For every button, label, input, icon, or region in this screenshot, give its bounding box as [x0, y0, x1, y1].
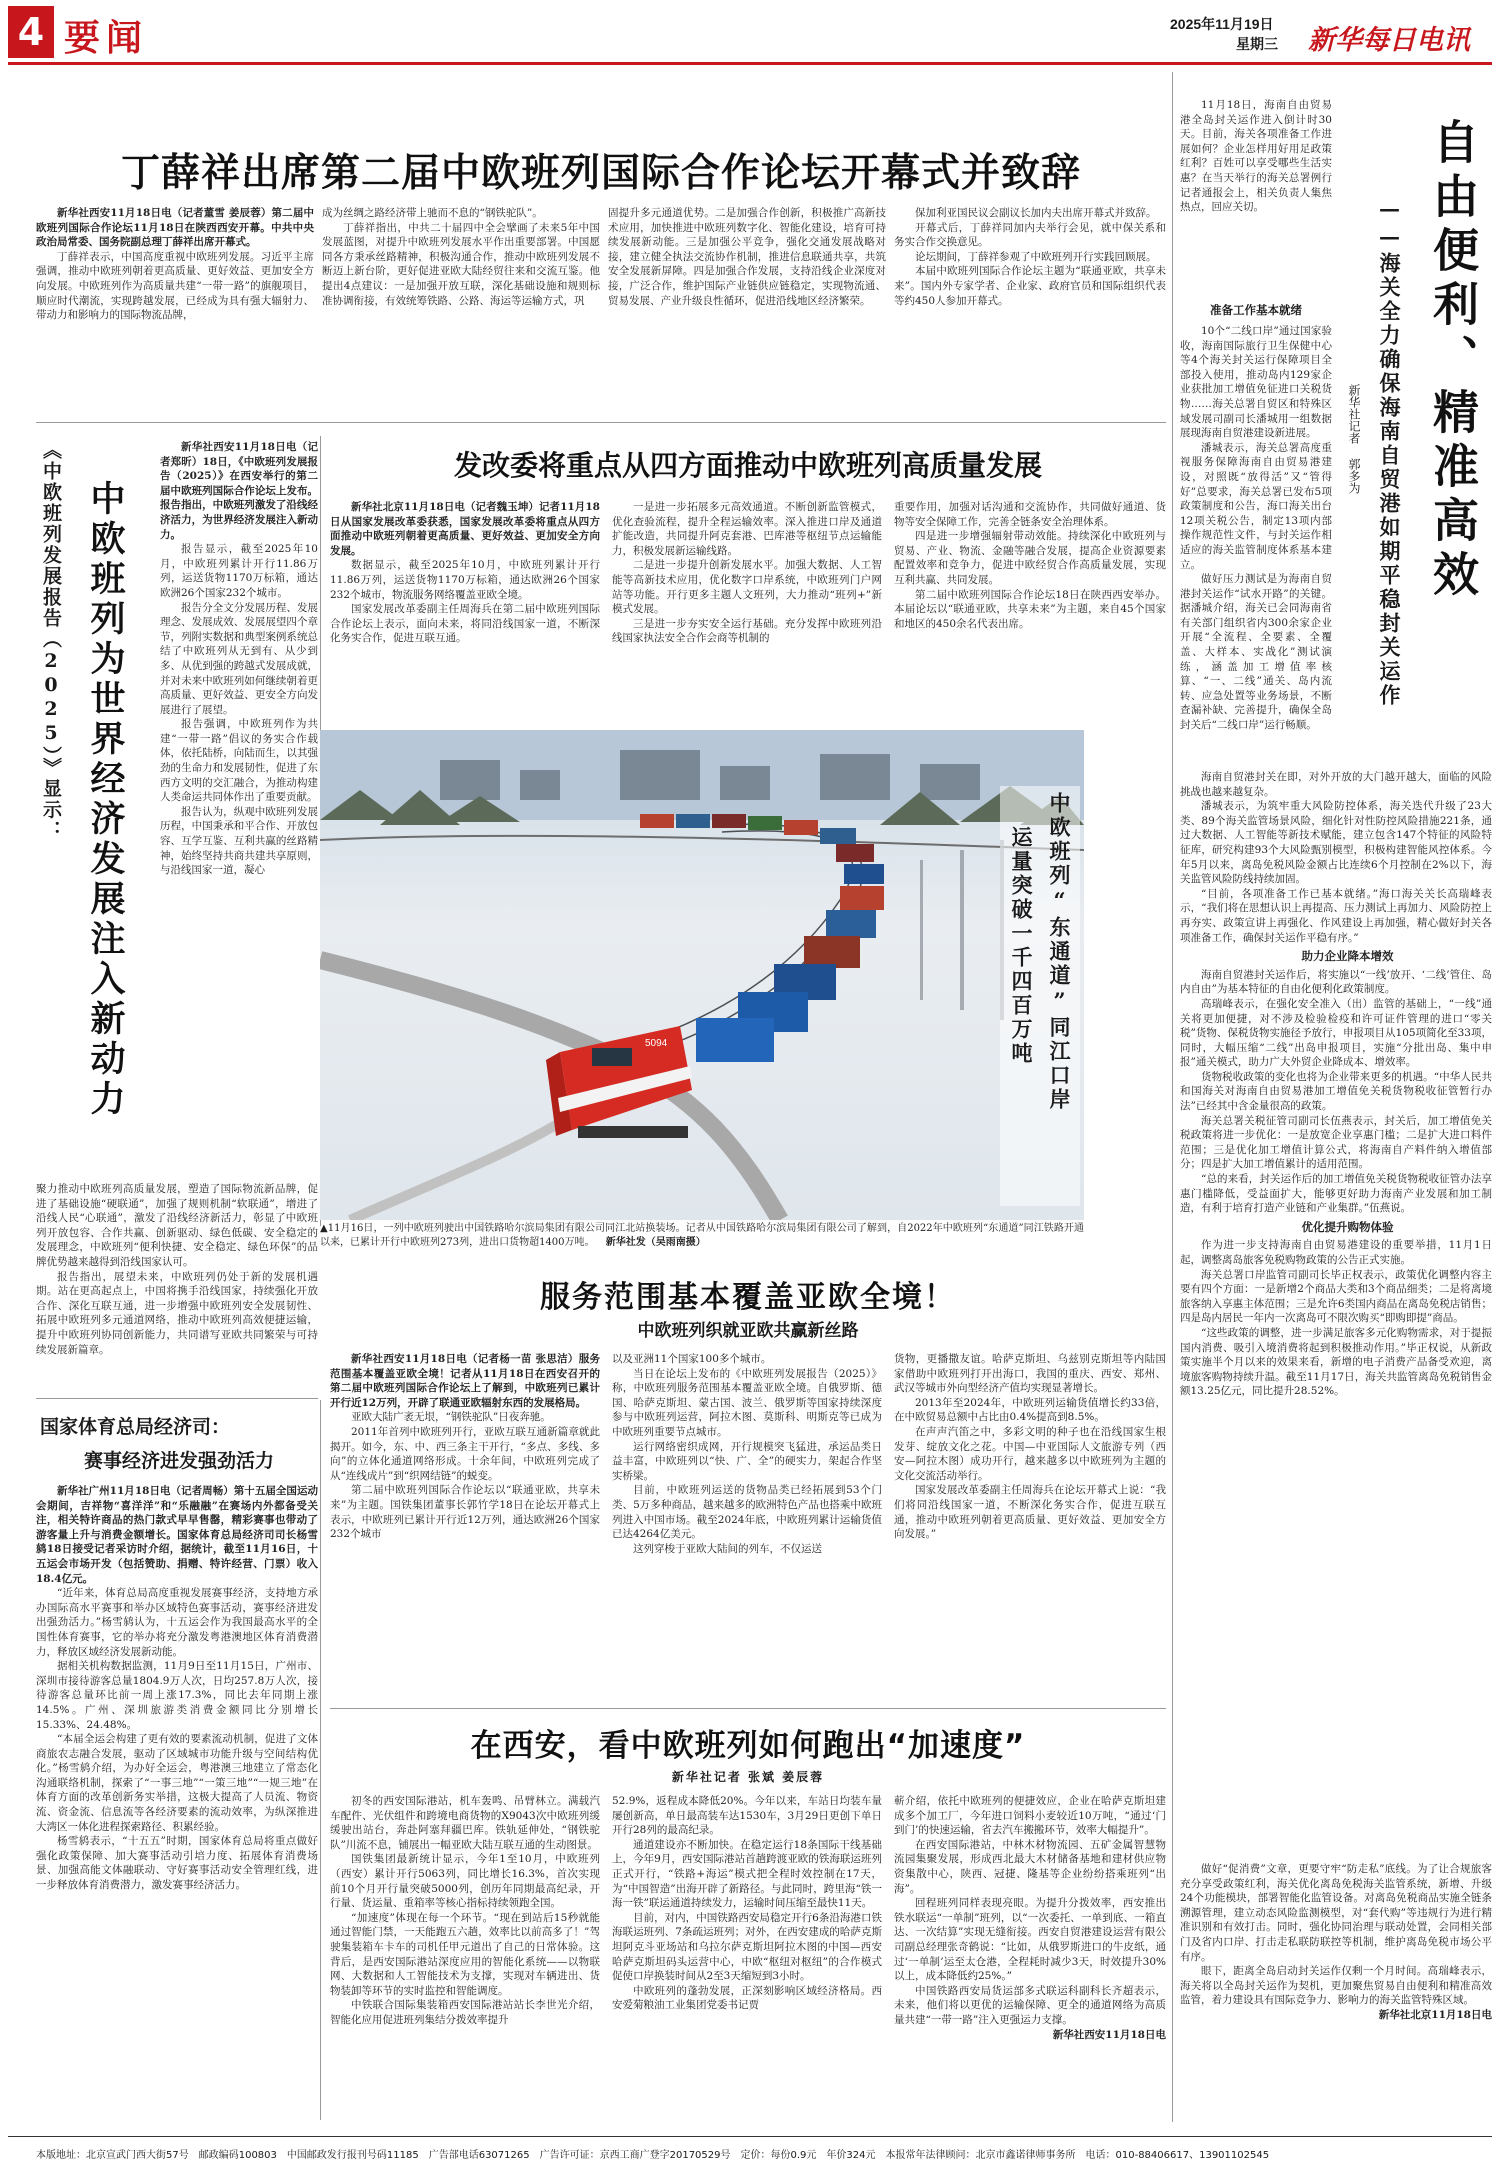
article-7-para: 回程班列同样表现亮眼。为提升分拨效率，西安推出铁水联运“一单制”班列，以“一次委托、一单到底、一箱直达、一次结算”实现无缝衔接。西安自贸港建设运营有限公司副总经理张奇鹤说：“比如，从俄罗斯进口的牛皮纸，通过‘一单制’运至太仓港，全程耗时减少3天，时效提升30%以上，成本降低约25%。”: [894, 1897, 1166, 1983]
article-5-para: 这列穿梭于亚欧大陆间的列车，不仅运送: [633, 1542, 822, 1555]
article-2-title: 中欧班列为世界经济发展注入新动力: [85, 480, 125, 1120]
article-6-body: [36, 1484, 318, 2114]
article-5-para: 国家发展改革委副主任周海兵在论坛开幕式上说：“我们将同沿线国家一道，不断深化务实合作，促进互联互通，推动中欧班列朝着更高质量、更好效益、更加安全方向发展。”: [894, 1484, 1166, 1541]
article-5-para: 当日在论坛上发布的《中欧班列发展报告（2025）》称，中欧班列服务范围基本覆盖亚欧全境。自俄罗斯、德国、哈萨克斯坦、蒙古国、波兰、俄罗斯等国家持续深度参与中欧班列运营，阿拉木图、莫斯科、明斯克等已成为中欧班列重要节点城市。: [612, 1367, 882, 1438]
article-7-para: 目前，对内，中国铁路西安局稳定开行6条沿海港口铁海联运班列、7条疏运班列；对外，在西安建成的哈萨克斯坦阿克斗亚场站和乌拉尔萨克斯坦阿拉木图的中国—西安哈萨克斯坦码头运营中心，中欧“枢纽对枢纽”的合作模式促使口岸换装时间从2至3天缩短到3小时。: [612, 1911, 882, 1983]
article-5-para: 亚欧大陆广袤无垠，“钢铁驼队”日夜奔驰。: [351, 1411, 551, 1424]
article-3-para: 三是进一步夯实安全运行基础。充分发挥中欧班列沿线国家执法安全合作会商等机制的: [612, 617, 882, 645]
article-2-lead: 新华社西安11月18日电（记者郑昕）18日，《中欧班列发展报告（2025）》在西安举行的第二届中欧班列国际合作论坛上发布。报告指出，中欧班列激发了沿线经济活力，为世界经济发展注入新动力。: [160, 441, 318, 541]
article-5-para: 以及亚洲11个国家100多个城市。: [612, 1353, 772, 1365]
article-7-col-3: [894, 1794, 1166, 2118]
article-7-col-1: [330, 1794, 600, 2118]
article-4-para: 海南自贸港封关在即，对外开放的大门越开越大，面临的风险挑战也越来越复杂。: [1180, 771, 1492, 798]
article-5-para: 运行网络密织成网，开行规模突飞猛进，承运品类日益丰富，中欧班列以“快、广、全”的硬实力，架起合作坚实桥梁。: [612, 1440, 882, 1482]
article-5-col-2: [612, 1352, 882, 1702]
article-3-para: 一是进一步拓展多元高效通道。不断创新监管模式，优化查验流程，提升全程运输效率。深入推进口岸及通道扩能改造，共同提升阿克套港、巴库港等枢纽节点运输能力，积极发展新运输线路。: [612, 501, 882, 557]
article-4-para: 潘城表示，为筑牢重大风险防控体系，海关迭代升级了23大类、89个海关监管场景风险，细化针对性防控风险措施221条，通过大数据、人工智能等新技术赋能，建立包含147个特征的风险特征库，研究构建93个大风险甄别模型，积极构建智能风控体系。今年5月以来，离岛免税风险金额占比连续6个月控制在2%以下，海关监管风险防线持续加固。: [1180, 800, 1492, 886]
article-1-col-2: [322, 206, 600, 416]
article-4-para: 高瑞峰表示，在强化安全准入（出）监管的基础上，“一线”通关将更加便捷，对不涉及检验检疫和许可证件管理的进口“零关税”货物、保税货物实施径予放行，申报项目从105项简化至33项，同时，大幅压缩“二线”出岛申报项目，实施“分批出岛、集中申报”通关模式，助力广大外贸企业降成本、增效率。: [1180, 997, 1492, 1069]
article-2-para: 报告分全文分发展历程、发展理念、发展成效、发展展望四个章节，列附实数据和典型案例系统总结了中欧班列从无到有、从少到多、从优到强的跨越式发展成就，并对未来中欧班列如何继续朝着更高质量、更好效益、更安全方向发展进行了展望。: [160, 601, 318, 716]
photo-caption-text: ▲11月16日，一列中欧班列驶出中国铁路哈尔滨局集团有限公司同江北站换装场。记者从中国铁路哈尔滨局集团有限公司了解到，自2022年中欧班列“东通道”同江铁路开通以来，已累计开行中欧班列273列，进出口货物超1400万吨。: [320, 1223, 1084, 1248]
header-rule: [8, 62, 1492, 65]
article-4-para: 海关总署口岸监管司副司长毕正权表示，政策优化调整内容主要有四个方面：一是新增2个商品大类和3个商品细类；二是将离境旅客纳入享惠主体范围；三是允许6类国内商品在离岛免税店销售；四是岛内居民一年内一次离岛可不限次购买“即购即提”商品。: [1180, 1268, 1492, 1325]
article-5-subtitle: 中欧班列织就亚欧共赢新丝路: [637, 1321, 859, 1341]
article-4-para: 眼下，距离全岛启动封关运作仅剩一个月时间。高瑞峰表示，海关将以全岛封关运作为契机，更加聚焦贸易自由便利和精准高效监管，着力建设具有国际竞争力、影响力的海关监管特殊区域。: [1180, 1965, 1492, 2007]
article-5-para: 在声声汽笛之中，多彩文明的种子也在沿线国家生根发芽、绽放文化之花。中国—中亚国际人文旅游专列（西安—阿拉木图）成功开行，越来越多以中欧班列为主题的文化交流活动举行。: [894, 1425, 1166, 1482]
divider: [320, 1400, 321, 2120]
article-1-lead: 新华社西安11月18日电（记者董雪 姜辰蓉）第二届中欧班列国际合作论坛11月18日在陕西西安开幕。中共中央政治局常委、国务院副总理丁薛祥出席开幕式。: [36, 207, 314, 249]
article-1-para: 论坛期间，丁薛祥参观了中欧班列开行实践回顾展。: [915, 250, 1157, 263]
locomotive-number: 5094: [645, 1038, 668, 1049]
article-2-col-2: [36, 1182, 318, 1390]
photo-side-title-1: 中欧班列“东通道”同江口岸: [1047, 792, 1072, 1112]
article-1-para: 开幕式后，丁薛祥同加内夫举行会见，就中保关系和务实合作交换意见。: [894, 221, 1166, 249]
article-4-para: “这些政策的调整，进一步满足旅客多元化购物需求，对于提振国内消费、吸引入境消费将起到积极推动作用。”毕正权说，从新政策实施半个月以来的效果来看，新增的电子消费产品备受欢迎，离境旅客购物持续升温。截至11月17日，海关共监管离岛免税销售金额13.25亿元，同比提升28.52%。: [1180, 1326, 1492, 1398]
article-7-para: 蕲介绍，依托中欧班列的便捷效应，企业在哈萨克斯坦建成多个加工厂，今年进口饲料小麦较近10万吨，“通过‘门到门’的快速运输，省去汽车搬搬环节，效率大幅提升”。: [894, 1795, 1166, 1837]
article-4-para: 10个“二线口岸”通过国家验收，海南国际旅行卫生保健中心等4个海关封关运行保障项目全部投入使用，推动岛内129家企业获批加工增值免征进口关税货物……海关总署自贸区和特殊区域发展司副司长潘城用一组数据展现海南自贸港建设新进展。: [1180, 325, 1332, 440]
footer-rule: [8, 2136, 1492, 2137]
article-5-para: 目前，中欧班列运送的货物品类已经拓展到53个门类、5万多种商品，越来越多的欧洲特色产品也搭乘中欧班列进入中国市场。截至2024年底，中欧班列累计运输货值已达4264亿美元。: [612, 1484, 882, 1541]
article-4-byline: 新华社记者 郭多为: [1347, 384, 1361, 494]
article-4-heading-2: 助力企业降本增效: [1301, 949, 1394, 964]
photo-credit: 新华社发（吴雨南摄）: [605, 1237, 706, 1248]
article-1-para: 丁薛祥表示，中国高度重视中欧班列发展。习近平主席强调，推动中欧班列朝着更高质量、更好效益、更加安全方向发展。中欧班列作为高质量共建“一带一路”的旗舰项目，顺应时代潮流，实现跨越发展，已经成为具有强大辐射力、带动力和影响力的国际物流品牌，: [36, 250, 314, 322]
article-7-para: 国铁集团最新统计显示，今年1至10月，中欧班列（西安）累计开行5063列，同比增长16.3%，首次实现前10个月开行量突破5000列，创历年同期最高纪录，开行量、货运量、重箱率等核心指标持续领跑全国。: [330, 1853, 600, 1910]
brand-logo: 新华每日电讯: [1308, 25, 1470, 56]
article-4-para: 11月18日，海南自由贸易港全岛封关运作进入倒计时30天。目前，海关各项准备工作进展如何？企业怎样用好用足政策红利？百姓可以享受哪些生活实惠？在当天举行的海关总署例行记者通报会上，相关负责人集焦热点，回应关切。: [1180, 99, 1332, 214]
article-4-subtitle: ——海关全力确保海南自贸港如期平稳封关运作: [1377, 196, 1402, 708]
article-7-title: 在西安，看中欧班列如何跑出“加速度”: [470, 1728, 1026, 1764]
article-7-para: 中铁联合国际集装箱西安国际港站站长李世光介绍，智能化应用促进班列集结分拨效率提升: [330, 1999, 600, 2026]
article-5-para: 第二届中欧班列国际合作论坛以“联通亚欧，共享未来”为主题。国铁集团董事长郭竹学18日在论坛开幕式上表示，中欧班列已累计开行近12万列，通达欧洲26个国家232个城市: [330, 1484, 600, 1541]
article-4-para: 做好“促消费”文章，更要守牢“防走私”底线。为了让合规旅客充分享受政策红利，海关优化离岛免税海关监管系统，新增、升级24个功能模块，部署智能化监管设备。对离岛免税商品实施全链条溯源管理，建立动态风险监测模型，对“套代购”等违规行为进行精准识别和有效打击。同时，强化协同治理与联动处置，会同相关部门及省内口岸、打击走私联防联控等机制，维护离岛免税市场公平有序。: [1180, 1863, 1492, 1963]
article-7-para: 在西安国际港站，中林木材物流园、五矿金属智慧物流园集聚发展，形成西北最大木材储备基地和建材供应物资集散中心，陕西、冠捷、隆基等企业纷纷搭乘班列“出海”。: [894, 1838, 1166, 1895]
article-7-byline: 新华社记者 张斌 姜辰蓉: [671, 1770, 825, 1784]
article-4-col-3: [1180, 1862, 1492, 2118]
article-3-lead: 新华社北京11月18日电（记者魏玉坤）记者11月18日从国家发展改革委获悉，国家发展改革委将重点从四方面推动中欧班列朝着更高质量、更好效益、更加安全方向发展。: [330, 501, 600, 557]
article-2-para: 报告显示，截至2025年10月，中欧班列累计开行11.86万列，运送货物1170万标箱，通达欧洲26个国家232个城市。: [160, 543, 318, 599]
photo-side-title-2: 运量突破一千四百万吨: [1009, 826, 1034, 1066]
photo-side-title: [1000, 786, 1080, 1206]
article-4-para: 做好压力测试是为海南自贸港封关运作“试水开路”的关键。据潘城介绍，海关已会同海南省有关部门组织省内300余家企业开展“全流程、全要素、全覆盖、大样本、实战化”测试演练，涵盖加工增值率核算、“一、二线”通关、岛内流转、应急处置等业务场景，不断查漏补缺、完善提升，确保全岛封关后“二线口岸”运行畅顺。: [1180, 573, 1332, 732]
article-7-para: 中国铁路西安局货运部多式联运科副科长齐超表示，未来，他们将以更优的运输保障、更全的通道网络为高质量共建“一带一路”注入更强运力支撑。: [894, 1984, 1166, 2026]
article-4-col-2: [1180, 770, 1492, 1862]
article-4-sign: 新华社北京11月18日电: [1378, 2008, 1492, 2021]
article-7-col-2: [612, 1794, 882, 2118]
article-2-para: 报告强调，中欧班列作为共建“一带一路”倡议的务实合作载体，依托陆桥，向陆而生，以其强劲的生命力和发展韧性，促进了东西方文明的交汇融合，为推动构建人类命运共同体作出了重要贡献。: [160, 718, 318, 804]
article-3-col-2: [612, 500, 882, 720]
header: [8, 6, 1492, 60]
article-1-para: 保加利亚国民议会副议长加内夫出席开幕式并致辞。: [915, 207, 1157, 219]
section-name: 要闻: [64, 18, 149, 59]
article-1-para: 成为丝绸之路经济带上驰而不息的“钢铁驼队”。: [322, 207, 543, 219]
article-4-para: “目前，各项准备工作已基本就绪。”海口海关关长高瑞峰表示，“我们将在思想认识上再提高、压力测试上再加力、风险防控上再夯实、政策宣讲上再强化、作风建设上再加强，精心做好封关各项准备工作，确保封关运作平稳有序。”: [1180, 887, 1492, 944]
page-number: 4: [8, 6, 54, 58]
article-4-para: 作为进一步支持海南自由贸易港建设的重要举措，11月1日起，调整离岛旅客免税购物政策的公告正式实施。: [1180, 1239, 1492, 1266]
train-photo-graphic: [320, 730, 1084, 1220]
article-3-para: 国家发展改革委副主任周海兵在第二届中欧班列国际合作论坛上表示，面向未来，将同沿线国家一道，不断深化务实合作，促进互联互通。: [330, 603, 600, 645]
article-4-heading-1: 准备工作基本就绪: [1210, 303, 1302, 317]
article-4-para: 潘城表示，海关总署高度重视服务保障海南自由贸易港建设，对照既“放得活”又“管得好”总要求，海关总署已发布5项政策制度和公告，海口海关出台12项关税公告，制定13项内部操作规范性文件，与封关运作相适应的海关监管制度体系基本建立。: [1180, 441, 1332, 571]
divider: [36, 422, 1166, 423]
article-1-col-4: [894, 206, 1166, 416]
article-3-para: 数据显示，截至2025年10月，中欧班列累计开行11.86万列，运送货物1170万标箱，通达欧洲26个国家232个城市，物流服务网络覆盖亚欧全境。: [330, 559, 600, 601]
article-1-para: 丁薛祥指出，中共二十届四中全会擘画了未来5年中国发展蓝图，对提升中欧班列发展水平作出重要部署。中国愿同各方秉承丝路精神，积极沟通合作，推动中欧班列发展不断迈上新台阶，更好促进亚欧大陆经贸往来和交流互鉴。他提出4点建议：一是加强开放互联，深化基础设施和规则标准协调衔接，有效统筹铁路、公路、海运等运输方式，巩: [322, 221, 600, 307]
article-2-para: 聚力推动中欧班列高质量发展，塑造了国际物流新品牌，促进了基础设施“硬联通”，加强了规则机制“软联通”，增进了沿线人民“心联通”，激发了沿线经济新活力，彰显了中欧班列开放包容、合作共赢、创新驱动、绿色低碳、安全稳定的发展理念，中欧班列“便利快捷、安全稳定、绿色环保”的品牌优势越来越得到沿线国家认可。: [36, 1183, 318, 1268]
divider: [1172, 72, 1173, 2122]
article-7-para: 中欧班列的蓬勃发展，正深刻影响区域经济格局。西安爱菊粮油工业集团党委书记贾: [612, 1984, 882, 2012]
divider: [36, 1398, 318, 1399]
photo-caption: [320, 1222, 1084, 1266]
article-6-para: “本届全运会构建了更有效的要素流动机制，促进了文体商旅农志融合发展，驱动了区域城市功能升级与空间结构优化。”杨雪鸫介绍，为办好全运会，粤港澳三地建立了常态化沟通联络机制，探索了“一事三地”“一策三地”“一规三地”在体育方面的改革创新务实举措，这极大提高了人员流、物资流、资金流、信息流等各经济要素的流动效率，为纵深推进大湾区一体化进程探索路径、积累经验。: [36, 1733, 318, 1833]
article-4-para: 海关总署关税征管司副司长伍燕表示，封关后，加工增值免关税政策将进一步优化：一是放宽企业享惠门槛；二是扩大进口料件范围；三是优化加工增值计算公式，将海南自产料件纳入增值部分；四是扩大加工增值累计的适用范围。: [1180, 1114, 1492, 1171]
issue-date: 2025年11月19日: [1170, 16, 1274, 32]
article-4-para: 海南自贸港封关运作后，将实施以“一线’放开、‘二线’管住、岛内自由”为基本特征的自由化便利化政策制度。: [1180, 968, 1492, 996]
article-5-col-1: [330, 1352, 600, 1702]
footer-info: 本版地址：北京宣武门西大街57号 邮政编码100803 中国邮政发行报刊号码11185 广告部电话63071265 广告许可证：京西工商广登字20170529号 定价：每份0.9元 年价324元 本报常年法律顾问：北京市鑫诺律师事务所 电话：010-88406617、13901102545: [36, 2150, 1270, 2161]
article-6-lead: 新华社广州11月18日电（记者周畅）第十五届全国运动会期间，吉祥物“喜洋洋”和“乐融融”在赛场内外都备受关注，相关特许商品的热门款式早早售罄，精彩赛事也带动了游客量上升与消费金额增长。国家体育总局经济司司长杨雪鸫18日接受记者采访时介绍，据统计，截至11月16日，十五运会市场开发（包括赞助、捐赠、特许经营、门票）收入18.4亿元。: [36, 1485, 318, 1585]
article-3-col-3: [894, 500, 1166, 720]
article-3-para: 四是进一步增强辐射带动效能。持续深化中欧班列与贸易、产业、物流、金融等融合发展，提高企业资源要素配置效率和竞争力，促进中欧经贸合作高质量发展，实现互利共赢、共同发展。: [894, 530, 1166, 586]
article-1-col-3: [608, 206, 886, 416]
article-7-para: 初冬的西安国际港站，机车轰鸣、吊臂林立。满载汽车配件、光伏组件和跨境电商货物的X9043次中欧班列缓缓驶出站台，奔赴阿塞拜疆巴库。铁轨延伸处，“钢铁驼队”川流不息，铺展出一幅亚欧大陆互联互通的生动图景。: [330, 1795, 600, 1851]
article-3-para: 重要作用，加强对话沟通和交流协作，共同做好通道、货物等安全保障工作，完善全链条安全治理体系。: [894, 501, 1166, 528]
article-7-para: 通道建设亦不断加快。在稳定运行18条国际干线基础上，今年9月，西安国际港站首趟跨渡亚欧的铁海联运班列正式开行，“铁路+海运”模式把全程时效控制在17天，为“中国智造”出海开辟了新路径。与此同时，跨里海“铁一海一铁”联运通道持续发力，运输时间压缩至最快11天。: [612, 1838, 882, 1910]
article-2-para: 报告指出，展望未来，中欧班列仍处于新的发展机遇期。站在更高起点上，中国将携手沿线国家，持续强化开放合作、深化互联互通，进一步增强中欧班列安全发展韧性、拓展中欧班列多元通道网络，推动中欧班列高效便捷运输，提升中欧班列协同创新能力，共同谱写亚欧共同繁荣与可持续发展新篇章。: [36, 1270, 318, 1356]
article-1-para: 本届中欧班列国际合作论坛主题为“联通亚欧，共享未来”。国内外专家学者、企业家、政府官员和国际组织代表等约450人参加开幕式。: [894, 265, 1166, 307]
article-4-para: 货物税收政策的变化也将为企业带来更多的机遇。“中华人民共和国海关对海南自由贸易港加工增值免关税货物税收征管暂行办法”已经其中含金量很高的政策。: [1180, 1070, 1492, 1113]
article-7-sign: 新华社西安11月18日电: [1052, 2028, 1166, 2041]
article-2-para: 报告认为，纵观中欧班列发展历程，中国秉承和平合作、开放包容、互学互鉴、互利共赢的丝路精神，始终坚持共商共建共享原则，与沿线国家一道，凝心: [160, 805, 318, 877]
article-7-para: 52.9%，返程成本降低20%。今年以来，车站日均装车量屡创新高，单日最高装车达1530车，3月29日更创下单日开行28列的最高纪录。: [612, 1795, 882, 1837]
article-2-sideline: 《中欧班列发展报告（2025）》显示：: [40, 440, 62, 842]
article-6-title: 赛事经济进发强劲活力: [83, 1450, 274, 1472]
article-1-para: 固提升多元通道优势。二是加强合作创新，积极推广高新技术应用，加快推进中欧班列数字化、智能化建设，培育可持续发展新动能。三是加强公平竞争，强化交通发展战略对接，建立健全执法交流协作机制，推进信息联通共享，共筑安全发展新屏障。四是加强合作发展，支持沿线企业深度对接，广泛合作，维护国际产业链供应链稳定，实现物流通、贸易发展、产业升级良性循环，促进沿线地区经济繁荣。: [608, 207, 886, 307]
issue-weekday: 星期三: [1236, 36, 1278, 52]
article-6-para: 杨雪鸫表示，“十五五”时期，国家体育总局将重点做好强化政策保障、加大赛事活动引培力度、拓展体育消费场景、加强高能文体融联动、守好赛事活动安全管理红线，进一步释放体育消费潜力，激发赛事经济活力。: [36, 1835, 318, 1892]
article-5-lead: 新华社西安11月18日电（记者杨一苗 张思洁）服务范围基本覆盖亚欧全境！记者从11月18日在西安召开的第二届中欧班列国际合作论坛上了解到，中欧班列已累计开行近12万列，开辟了联通亚欧辐射东西的发展格局。: [330, 1353, 600, 1409]
article-5-para: 货物，更播撒友谊。哈萨克斯坦、乌兹别克斯坦等内陆国家借助中欧班列打开出海口，我国的重庆、西安、郑州、武汉等城市外向型经济产值均实现显著增长。: [894, 1353, 1166, 1395]
train-photo: [320, 730, 1084, 1220]
article-3-col-1: [330, 500, 600, 720]
article-4-lead-col: [1180, 98, 1332, 298]
article-4-para: “总的来看，封关运作后的加工增值免关税货物税收征管办法享惠门槛降低，受益面扩大，能够更好助力海南产业发展和加工制造，有利于培育打造产业链和产业集群。”伍燕说。: [1180, 1173, 1492, 1215]
article-1-title: 丁薛祥出席第二届中欧班列国际合作论坛开幕式并致辞: [120, 151, 1081, 196]
article-3-title: 发改委将重点从四方面推动中欧班列高质量发展: [453, 449, 1042, 482]
article-4-col-1: [1180, 324, 1332, 766]
article-6-sideline: 国家体育总局经济司：: [40, 1416, 231, 1438]
article-5-col-3: [894, 1352, 1166, 1702]
article-4-title: 自由便利、精准高效: [1426, 118, 1480, 604]
article-4-heading-3: 优化提升购物体验: [1301, 1219, 1394, 1234]
article-5-para: 2011年首列中欧班列开行，亚欧互联互通新篇章就此揭开。如今，东、中、西三条主干开行，“多点、多线、多向”的立体化通道网络形成。十余年间，中欧班列完成了从“连线成片”到“织网结链”的蜕变。: [330, 1425, 600, 1482]
article-3-para: 第二届中欧班列国际合作论坛18日在陕西西安举办。本届论坛以“联通亚欧，共享未来”为主题，来自45个国家和地区的450余名代表出席。: [894, 588, 1166, 630]
divider: [330, 1708, 1166, 1709]
article-5-para: 2013年至2024年，中欧班列运输货值增长约33倍，在中欧贸易总额中占比由0.4%提高到8.5%。: [894, 1396, 1166, 1424]
article-6-para: “近年来，体育总局高度重视发展赛事经济，支持地方承办国际高水平赛事和举办区域特色赛事活动，赛事经济进发出强劲活力。”杨雪鸫认为，十五运会作为我国最高水平的全国性体育赛事，它的举办将充分激发粤港澳地区体育消费潜力，释放区域经济发展新动能。: [36, 1587, 318, 1658]
article-6-para: 据相关机构数据监测，11月9日至11月15日，广州市、深圳市接待游客总量1804.9万人次，日均257.8万人次，接待游客总量环比前一周上涨17.3%，同比去年同期上涨14.5%。广州、深圳旅游类消费金额同比分别增长15.33%、24.48%。: [36, 1660, 318, 1731]
article-5-title: 服务范围基本覆盖亚欧全境！: [540, 1280, 956, 1315]
article-1-col-1: [36, 206, 314, 416]
article-7-para: “加速度”体现在每一个环节。“现在到站后15秒就能通过智能门禁，一天能跑五六趟，效率比以前高多了！”驾驶集装箱车卡车的司机任甲元道出了自己的日常体验。这背后，是西安国际港站深度应用的智能化系统——以物联网、大数据和人工智能技术为支撑，实现对车辆进出、货物装卸等环节的实时监控和智能调度。: [330, 1911, 600, 1997]
article-2-col-1: [160, 440, 318, 1178]
article-3-para: 二是进一步提升创新发展水平。加强大数据、人工智能等高新技术应用，优化数字口岸系统，中欧班列门户网站等功能。开行更多主题人文班列，大力推动“班列+”新模式发展。: [612, 559, 882, 616]
